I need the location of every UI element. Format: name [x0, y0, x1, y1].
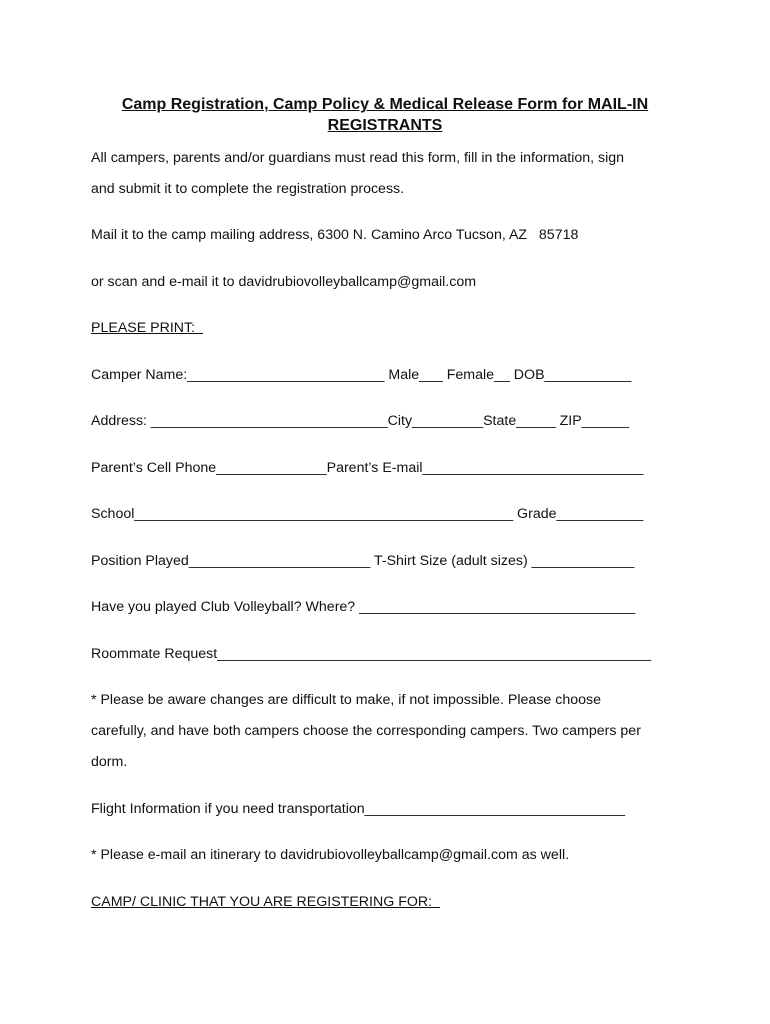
club-volleyball-field[interactable]: Have you played Club Volleyball? Where? ___________________________________: [91, 599, 636, 615]
flight-information-field[interactable]: Flight Information if you need transportation_________________________________: [91, 801, 626, 817]
school-field[interactable]: School________________________________________________ Grade___________: [91, 506, 644, 522]
roommate-note-line-3: dorm.: [91, 754, 128, 770]
please-print-label: PLEASE PRINT:: [91, 320, 203, 336]
roommate-note-line-1: * Please be aware changes are difficult to make, if not impossible. Please choose: [91, 692, 601, 708]
roommate-note-line-2: carefully, and have both campers choose the corresponding campers. Two campers per: [91, 723, 641, 739]
camper-name-field[interactable]: Camper Name:_________________________ Male___ Female__ DOB___________: [91, 367, 632, 383]
parent-contact-field[interactable]: Parent’s Cell Phone______________Parent’s E-mail____________________________: [91, 460, 644, 476]
itinerary-note: * Please e-mail an itinerary to davidrubiovolleyballcamp@gmail.com as well.: [91, 847, 570, 863]
camp-clinic-heading: CAMP/ CLINIC THAT YOU ARE REGISTERING FOR:: [91, 894, 440, 910]
position-field[interactable]: Position Played_______________________ T-Shirt Size (adult sizes) _____________: [91, 553, 635, 569]
mail-instruction: Mail it to the camp mailing address, 6300 N. Camino Arco Tucson, AZ 85718: [91, 227, 579, 243]
roommate-request-field[interactable]: Roommate Request_______________________________________________________: [91, 646, 652, 662]
form-title-line-1: Camp Registration, Camp Policy & Medical Release Form for MAIL-IN: [121, 96, 649, 113]
intro-line-1: All campers, parents and/or guardians must read this form, fill in the information, sign: [91, 150, 625, 166]
address-field[interactable]: Address: ______________________________City_________State_____ ZIP______: [91, 413, 630, 429]
intro-line-2: and submit it to complete the registration process.: [91, 181, 405, 197]
form-title-line-2: REGISTRANTS: [327, 117, 443, 134]
email-instruction: or scan and e-mail it to davidrubiovolleyballcamp@gmail.com: [91, 274, 477, 290]
